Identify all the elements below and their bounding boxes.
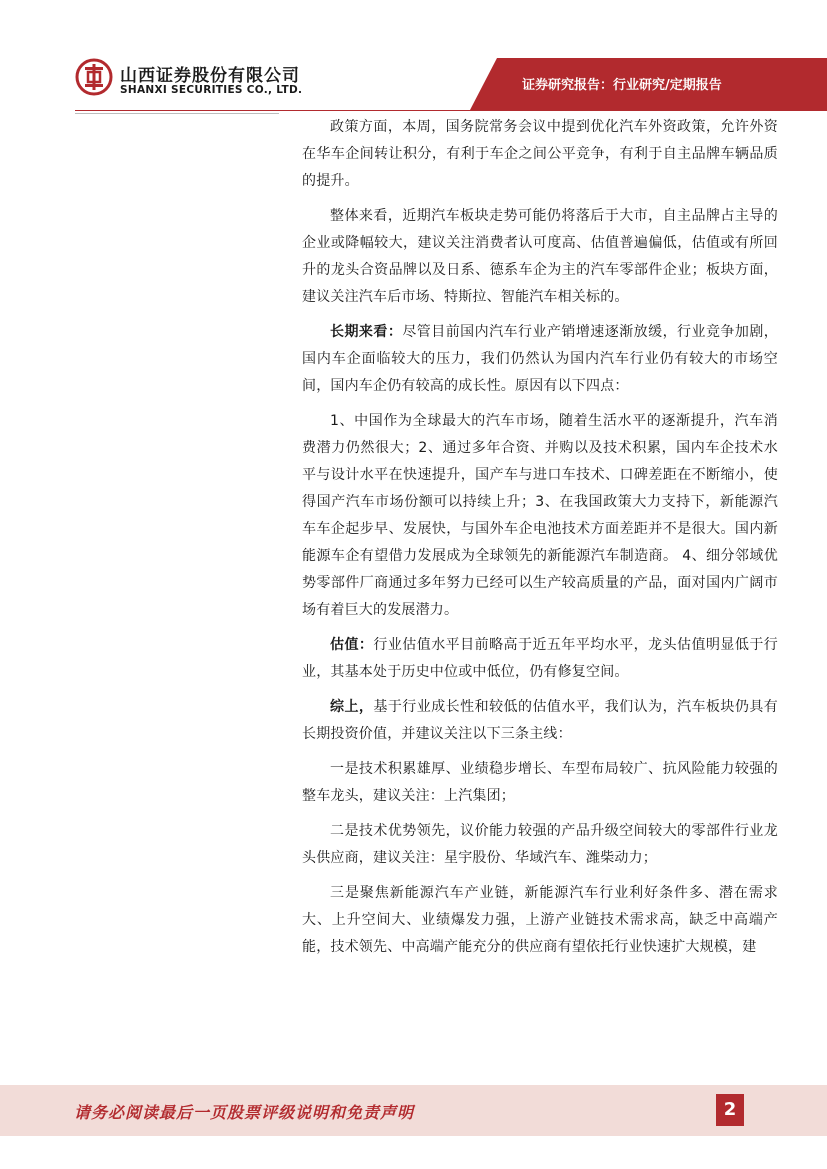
- mainline-one-paragraph: 一是技术积累雄厚、业绩稳步增长、车型布局较广、抗风险能力较强的整车龙头，建议关注：上汽集团；: [302, 761, 778, 804]
- valuation-label: 估值：: [330, 637, 374, 653]
- long-term-paragraph: [302, 319, 778, 400]
- four-reasons-paragraph: 1、中国作为全球最大的汽车市场，随着生活水平的逐渐提升，汽车消费潜力仍然很大；2、通过多年合资、并购以及技术积累，国内车企技术水平与设计水平在快速提升，国产车与进口车技术、口碑差距在不断缩小，使得国产汽车市场份额可以持续上升；3、在我国政策大力支持下，新能源汽车车企起步早、发展快，与国外车企电池技术方面差距并不是很大。国内新能源车企有望借力发展成为全球领先的新能源汽车制造商。 4、细分邻域优势零部件厂商通过多年努力已经可以生产较高质量的产品，面对国内广阔市场有着巨大的发展潜力。: [302, 413, 778, 618]
- summary-paragraph: [302, 694, 778, 748]
- policy-paragraph: 政策方面，本周，国务院常务会议中提到优化汽车外资政策，允许外资在华车企间转让积分，有利于车企之间公平竞争，有利于自主品牌车辆品质的提升。: [302, 119, 778, 189]
- page-number: 2: [716, 1094, 744, 1126]
- summary-label: 综上，: [330, 699, 374, 715]
- company-name-cn: 山西证券股份有限公司: [120, 66, 300, 86]
- header-divider: [75, 110, 827, 111]
- valuation-text: 行业估值水平目前略高于近五年平均水平，龙头估值明显低于行业，其基本处于历史中位或中低位，仍有修复空间。: [302, 637, 778, 680]
- long-term-text: 尽管目前国内汽车行业产销增速逐渐放缓，行业竞争加剧，国内车企面临较大的压力，我们仍然认为国内汽车行业仍有较大的市场空间，国内车企仍有较高的成长性。原因有以下四点：: [302, 324, 779, 394]
- valuation-paragraph: [302, 632, 778, 686]
- long-term-label: 长期来看：: [330, 324, 403, 340]
- page-header: [0, 0, 827, 115]
- mainline-two-paragraph: 二是技术优势领先，议价能力较强的产品升级空间较大的零部件行业龙头供应商，建议关注：星宇股份、华域汽车、潍柴动力；: [302, 823, 778, 866]
- report-type-label: 证券研究报告：行业研究/定期报告: [522, 78, 722, 93]
- summary-text: 基于行业成长性和较低的估值水平，我们认为，汽车板块仍具有长期投资价值，并建议关注以下三条主线：: [302, 699, 778, 742]
- sidebar-divider: [75, 113, 279, 114]
- overall-view-paragraph: 整体来看，近期汽车板块走势可能仍将落后于大市，自主品牌占主导的企业或降幅较大，建议关注消费者认可度高、估值普遍偏低，估值或有所回升的龙头合资品牌以及日系、德系车企为主的汽车零部件企业；板块方面，建议关注汽车后市场、特斯拉、智能汽车相关标的。: [302, 208, 778, 305]
- header-banner: [0, 0, 827, 115]
- report-body: [302, 114, 778, 969]
- company-name-en: SHANXI SECURITIES CO., LTD.: [120, 84, 303, 96]
- disclaimer-text: 请务必阅读最后一页股票评级说明和免责声明: [74, 1103, 415, 1122]
- mainline-three-paragraph: 三是聚焦新能源汽车产业链，新能源汽车行业利好条件多、潜在需求大、上升空间大、业绩爆发力强，上游产业链技术需求高，缺乏中高端产能，技术领先、中高端产能充分的供应商有望依托行业快速扩大规模，建: [302, 885, 778, 955]
- company-logo-icon: [75, 58, 113, 96]
